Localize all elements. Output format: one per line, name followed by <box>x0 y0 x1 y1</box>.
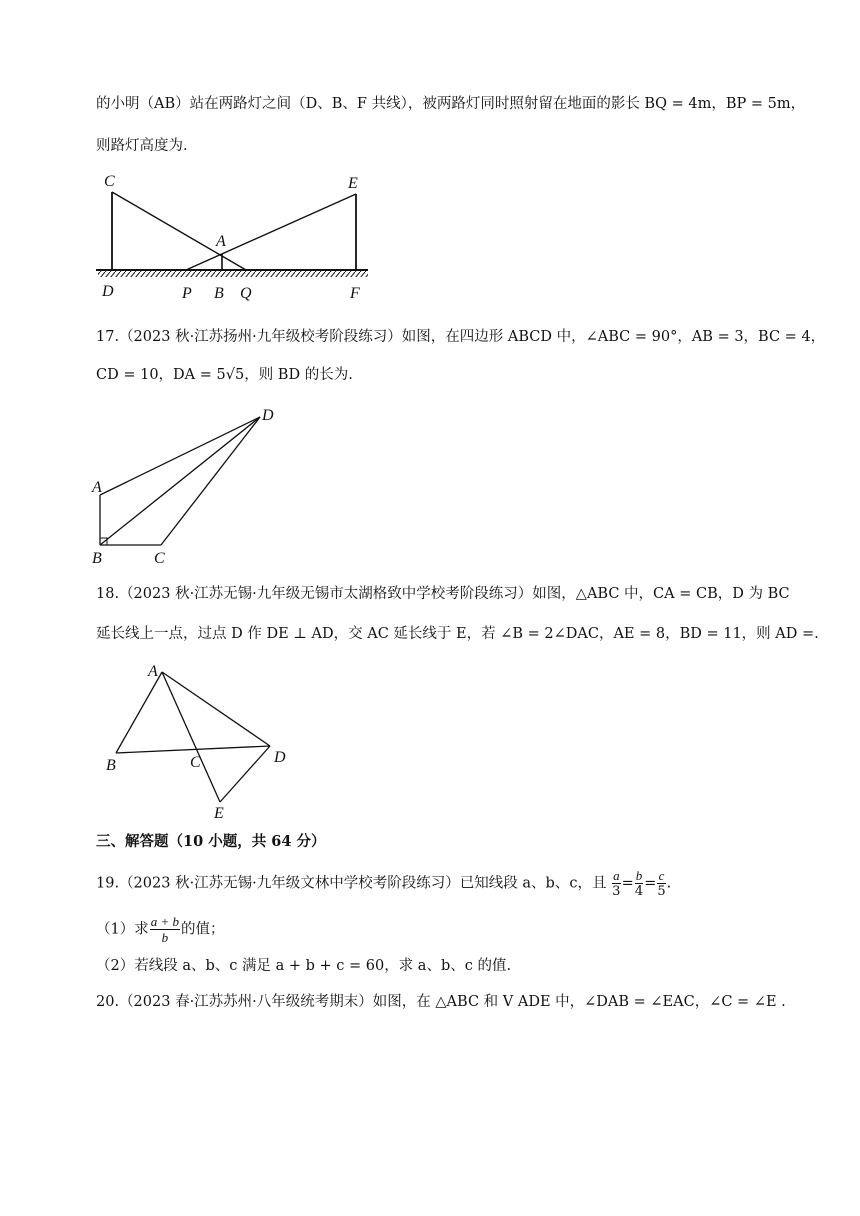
ray-ep <box>186 194 356 270</box>
label-e: E <box>348 175 358 192</box>
edge-ab <box>116 672 162 753</box>
label-b: B <box>214 285 224 302</box>
p19-source: （2023 秋·江苏无锡·九年级文林中学校考阶段练习） <box>119 875 460 892</box>
edge-bd <box>116 746 270 753</box>
p19-q2: （2）若线段 a、b、c 满足 a + b + c = 60，求 a、b、c 的值. <box>96 958 512 974</box>
label-e: E <box>214 805 224 822</box>
p17-line2: CD = 10，DA = 5√5，则 BD 的长为. <box>96 367 353 383</box>
ratio-a-3: $\frac{a}{3}$ <box>612 868 621 899</box>
p17-source: （2023 秋·江苏扬州·九年级校考阶段练习） <box>119 329 402 345</box>
p18-source: （2023 秋·江苏无锡·九年级无锡市太湖格致中学校考阶段练习） <box>119 586 533 602</box>
label-d: D <box>102 283 114 300</box>
label-c: C <box>104 173 115 190</box>
label-q: Q <box>240 285 252 302</box>
p18-line1 <box>96 584 790 604</box>
p18-number: 18. <box>96 586 120 602</box>
fraction-a-plus-b-over-b: $\frac{a + b}{b}$ <box>150 914 180 945</box>
label-b: B <box>106 757 116 774</box>
p20-text: 如图，在 △ABC 和 V ADE 中，∠DAB = ∠EAC，∠C = ∠E . <box>372 994 786 1010</box>
p20-source: （2023 春·江苏苏州·八年级统考期末） <box>119 994 373 1010</box>
ratio-c-5: $\frac{c}{5}$ <box>657 868 666 899</box>
p18-line2: 延长线上一点，过点 D 作 DE ⊥ AD，交 AC 延长线于 E，若 ∠B = 2∠DAC，AE = 8，BD = 11，则 AD =. <box>96 626 819 642</box>
ground-hatch <box>98 270 368 277</box>
figure-17 <box>88 405 288 570</box>
label-f: F <box>350 285 360 302</box>
edge-cd <box>161 417 260 545</box>
label-p: P <box>182 285 192 302</box>
p16-line1: 的小明（AB）站在两路灯之间（D、B、F 共线），被两路灯同时照射留在地面的影长 BQ = 4m，BP = 5m， <box>96 96 806 112</box>
p20-line1 <box>96 992 786 1012</box>
figure-18 <box>100 660 300 825</box>
ray-cq <box>112 192 246 270</box>
p17-text: 如图，在四边形 ABCD 中，∠ABC = 90°，AB = 3，BC = 4， <box>401 329 826 345</box>
diagonal-bd <box>100 417 260 545</box>
label-a: A <box>92 479 102 496</box>
label-d: D <box>274 749 286 766</box>
p16-line2: 则路灯高度为. <box>96 138 188 154</box>
p19-number: 19. <box>96 875 120 892</box>
p17-line1 <box>96 327 825 347</box>
p17-number: 17. <box>96 329 120 345</box>
label-a: A <box>148 663 158 680</box>
edge-de <box>220 746 270 802</box>
p20-number: 20. <box>96 994 120 1010</box>
p19-q1: （1）求 $\frac{a + b}{b}$ 的值； <box>96 914 225 945</box>
label-d: D <box>262 407 274 424</box>
figure-16 <box>90 170 380 305</box>
section-heading: 三、解答题（10 小题，共 64 分） <box>96 833 326 850</box>
label-b: B <box>92 550 102 567</box>
label-c: C <box>190 754 201 771</box>
label-c: C <box>154 550 165 567</box>
p19-intro: 已知线段 a、b、c，且 <box>459 875 607 892</box>
edge-da <box>100 417 260 495</box>
ratio-b-4: $\frac{b}{4}$ <box>634 868 644 899</box>
label-a: A <box>216 233 226 250</box>
p19-line1: 19.（2023 秋·江苏无锡·九年级文林中学校考阶段练习）已知线段 a、b、c，且 $\frac{a}{3}$ = $\frac{b}{4}$ = $\frac{c}{5}$ . <box>96 868 672 899</box>
p18-text: 如图，△ABC 中，CA = CB，D 为 BC <box>532 586 790 602</box>
